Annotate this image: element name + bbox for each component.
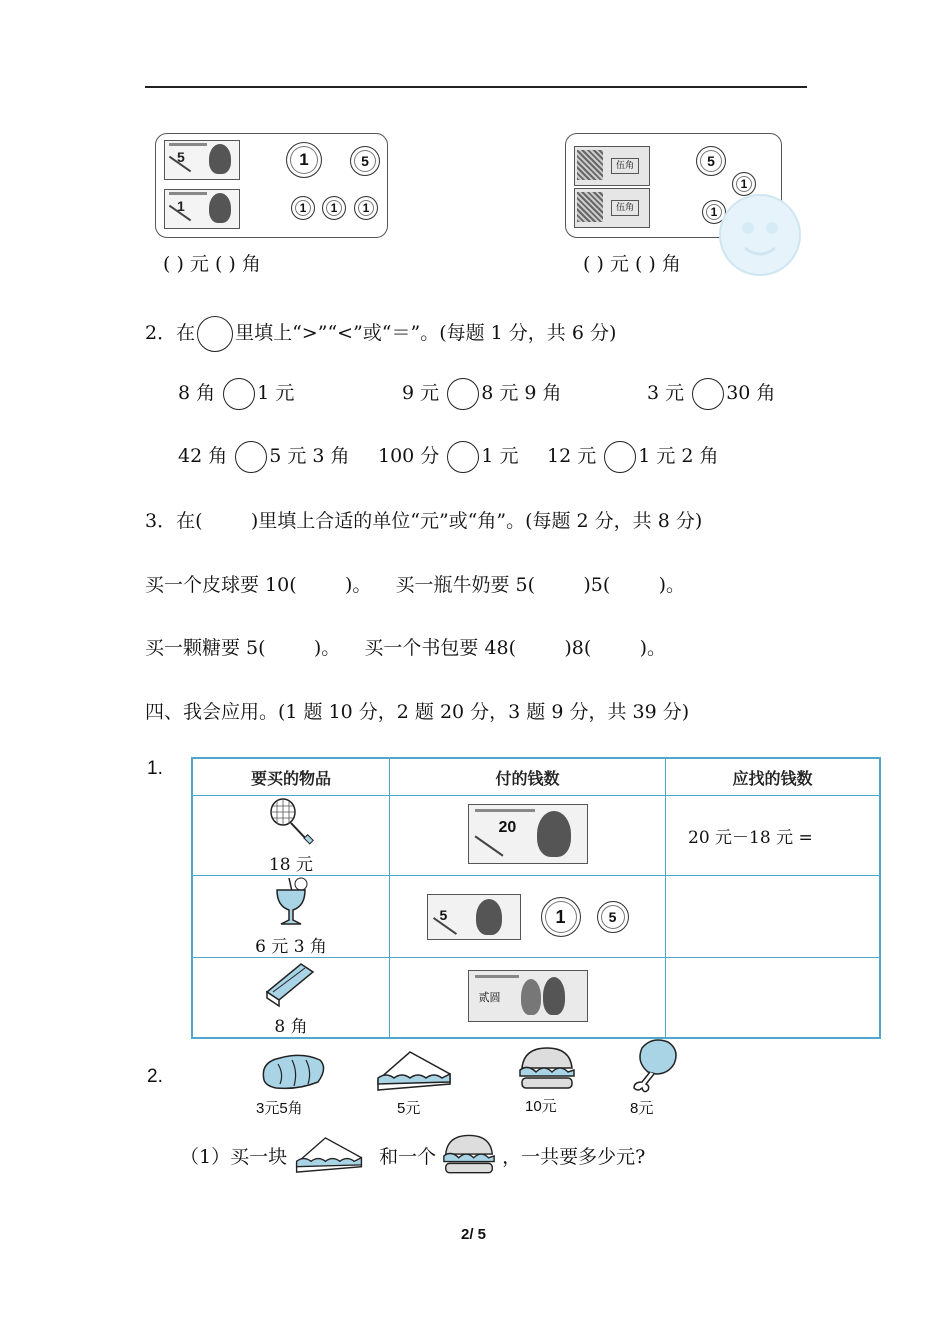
q2-item: 8 角 1 元 bbox=[178, 378, 294, 410]
item-cell: 6 元 3 角 bbox=[192, 876, 390, 958]
change-table bbox=[191, 757, 881, 1039]
coin-five-jiao: 5 bbox=[696, 146, 726, 176]
q3-title: 3．在( )里填上合适的单位“元”或“角”。(每题 2 分，共 8 分) bbox=[145, 510, 703, 532]
bread-icon bbox=[258, 1050, 328, 1092]
answer-right: ( ) 元 ( ) 角 bbox=[583, 253, 681, 275]
q2-item: 42 角 5 元 3 角 bbox=[178, 441, 350, 473]
drumstick-icon bbox=[628, 1038, 680, 1094]
q2-item: 3 元 30 角 bbox=[647, 378, 775, 410]
answer-circle[interactable] bbox=[447, 441, 479, 473]
q4-2-sub1: （1）买一块 和一个 ，一共要多少元? bbox=[180, 1130, 645, 1180]
header-paid: 付的钱数 bbox=[390, 758, 666, 796]
coin-one-jiao: 1 bbox=[732, 172, 756, 196]
q2-item: 12 元 1 元 2 角 bbox=[547, 441, 719, 473]
food-price: 10元 bbox=[525, 1098, 557, 1115]
answer-circle[interactable] bbox=[235, 441, 267, 473]
answer-circle[interactable] bbox=[223, 378, 255, 410]
item-cell: 18 元 bbox=[192, 796, 390, 876]
change-cell[interactable]: 20 元－18 元 = bbox=[666, 796, 881, 876]
paid-cell bbox=[390, 958, 666, 1039]
q2-item: 9 元 8 元 9 角 bbox=[402, 378, 561, 410]
header-item: 要买的物品 bbox=[192, 758, 390, 796]
five-jiao-note: 伍角 bbox=[574, 188, 650, 228]
twenty-yuan-note: 20 bbox=[468, 804, 588, 864]
food-price: 5元 bbox=[397, 1100, 421, 1117]
q4-2-number: 2. bbox=[147, 1066, 163, 1087]
two-yuan-note: 贰圆 bbox=[468, 970, 588, 1022]
change-cell[interactable] bbox=[666, 958, 881, 1039]
q2-item: 100 分 1 元 bbox=[378, 441, 519, 473]
coin-one-jiao: 1 bbox=[354, 196, 378, 220]
five-yuan-note: 5 bbox=[427, 894, 521, 940]
sandwich-icon bbox=[374, 1048, 454, 1094]
coin-one-jiao: 1 bbox=[291, 196, 315, 220]
coin-one-jiao: 1 bbox=[702, 200, 726, 224]
food-price: 3元5角 bbox=[256, 1100, 303, 1117]
item-cell: 8 角 bbox=[192, 958, 390, 1039]
burger-icon bbox=[518, 1046, 576, 1092]
food-price: 8元 bbox=[630, 1100, 654, 1117]
juice-glass-icon bbox=[271, 876, 311, 928]
badminton-racket-icon bbox=[261, 796, 321, 846]
q3-line1: 买一个皮球要 10( )。 买一瓶牛奶要 5( )5( )。 bbox=[145, 574, 686, 596]
paid-cell bbox=[390, 796, 666, 876]
q3-line2: 买一颗糖要 5( )。 买一个书包要 48( )8( )。 bbox=[145, 637, 667, 659]
coin-one-yuan: 1 bbox=[286, 142, 322, 178]
q2-title: 2．在 里填上“>”“<”或“＝”。(每题 1 分，共 6 分) bbox=[145, 316, 616, 352]
five-jiao-note: 伍角 bbox=[574, 146, 650, 186]
coin-one-jiao: 1 bbox=[322, 196, 346, 220]
gum-pack-icon bbox=[261, 958, 321, 1008]
paid-cell bbox=[390, 876, 666, 958]
watermark-icon bbox=[690, 180, 808, 280]
money-frame-left bbox=[155, 133, 388, 238]
answer-circle[interactable] bbox=[692, 378, 724, 410]
section4-title: 四、我会应用。(1 题 10 分，2 题 20 分，3 题 9 分，共 39 分) bbox=[145, 701, 690, 723]
header-rule bbox=[145, 86, 807, 88]
coin-five-jiao: 5 bbox=[597, 901, 629, 933]
change-cell[interactable] bbox=[666, 876, 881, 958]
answer-left: ( ) 元 ( ) 角 bbox=[163, 253, 261, 275]
answer-circle[interactable] bbox=[447, 378, 479, 410]
header-change: 应找的钱数 bbox=[666, 758, 881, 796]
five-yuan-note: 5 bbox=[164, 140, 240, 180]
sandwich-icon bbox=[293, 1133, 365, 1177]
page-number: 2/ 5 bbox=[461, 1226, 487, 1243]
q4-1-number: 1. bbox=[147, 758, 163, 779]
compare-circle bbox=[197, 316, 233, 352]
coin-five-jiao: 5 bbox=[350, 146, 380, 176]
answer-circle[interactable] bbox=[604, 441, 636, 473]
burger-icon bbox=[442, 1133, 496, 1177]
coin-one-yuan: 1 bbox=[541, 897, 581, 937]
one-yuan-note: 1 bbox=[164, 189, 240, 229]
